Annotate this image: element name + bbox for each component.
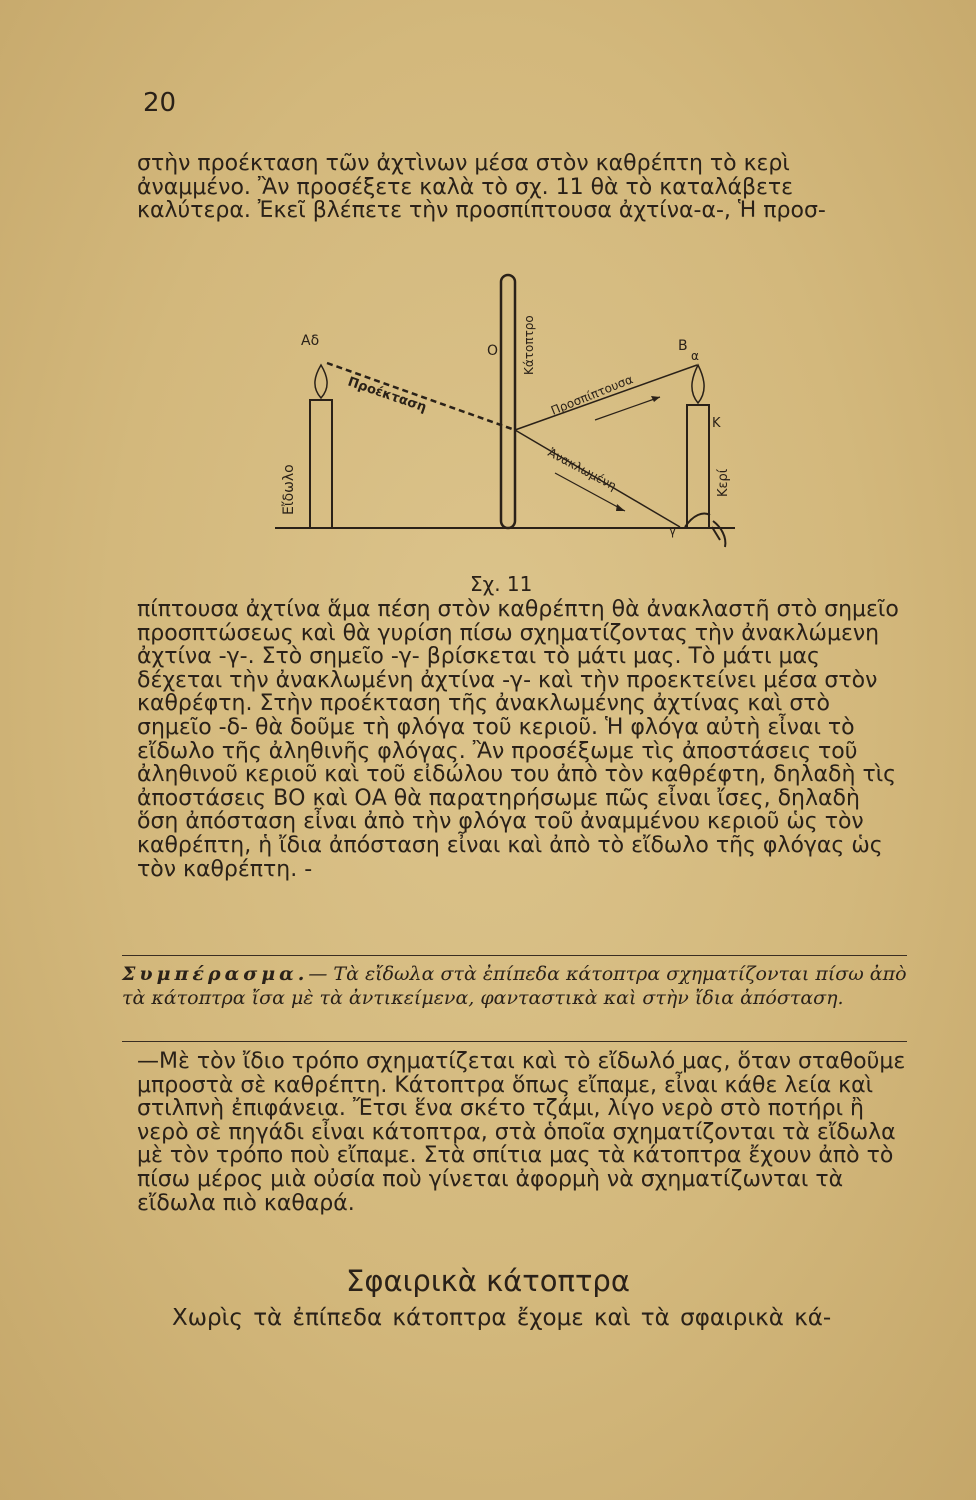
- figure-caption: Σχ. 11: [470, 572, 533, 596]
- real-flame: [692, 365, 704, 403]
- eye-icon: [685, 514, 725, 548]
- reflected-label: Ἀνακλωμένη: [545, 445, 619, 494]
- image-label: Εἴδωλο: [281, 464, 297, 515]
- mirror-shape: [501, 275, 515, 528]
- candle-label: Κερί: [716, 468, 731, 497]
- conclusion-text: — Τὰ εἴδωλα στὰ ἐπίπεδα κάτοπτρα σχηματίζονται πίσω ἀπὸ τὰ κάτοπτρα ἴσα μὲ τὰ ἀντικείμενα, φανταστικὰ καὶ στὴν ἴδια ἀπόσταση.: [122, 963, 907, 1009]
- figure-11-diagram: [265, 265, 775, 570]
- label-a-delta: Αδ: [301, 333, 320, 349]
- section-heading: Σφαιρικὰ κάτοπτρα: [346, 1264, 630, 1298]
- divider-bottom: [122, 1041, 907, 1042]
- incident-arrow: [595, 397, 660, 420]
- mirror-label: Κάτοπτρο: [522, 315, 536, 375]
- extension-label: Προέκταση: [345, 374, 429, 416]
- page-number: 20: [143, 88, 177, 118]
- extension-ray: [327, 363, 515, 430]
- paragraph-intro: στὴν προέκταση τῶν ἀχτὶνων μέσα στὸν καθρέπτη τὸ κερὶ ἀναμμένο. Ἂν προσέξετε καλὰ τὸ σχ. 11 θὰ τὸ καταλάβετε καλύτερα. Ἐκεῖ βλέπετε τὴν προσπίπτουσα ἀχτίνα-α-, Ἡ προσ-: [137, 151, 826, 224]
- conclusion-lead: Συμπέρασμα.: [122, 963, 309, 985]
- incident-ray: [515, 365, 697, 430]
- label-o-mirror: Ο: [487, 343, 499, 359]
- image-flame: [315, 365, 327, 398]
- label-b: Β: [678, 338, 688, 354]
- incident-label: Προσπίπτουσα: [548, 372, 635, 418]
- paragraph-after: —Μὲ τὸν ἴδιο τρόπο σχηματίζεται καὶ τὸ εἴδωλό μας, ὅταν σταθοῦμε μπροστὰ σὲ καθρέπτη. Κάτοπτρα ὅπως εἴπαμε, εἶναι κάθε λεία καὶ στιλπνὴ ἐπιφάνεια. Ἔτσι ἕνα σκέτο τζάμι, λίγο νερὸ στὸ ποτήρι ἢ νερὸ σὲ πηγάδι εἶναι κάτοπτρα, στὰ ὁποῖα σχηματίζονται τὰ εἴδωλα μὲ τὸν τρόπο ποὺ εἴπαμε. Στὰ σπίτια μας τὰ κάτοπτρα ἔχουν ἀπὸ τὸ πίσω μέρος μιὰ οὐσία ποὺ γίνεται ἀφορμὴ νὰ σχηματίζωνται τὰ εἴδωλα πιὸ καθαρά.: [137, 1049, 906, 1216]
- real-candle: [687, 405, 709, 528]
- image-candle: [310, 400, 332, 528]
- conclusion-box: [122, 962, 912, 1010]
- label-a-small: α: [691, 349, 699, 363]
- paragraph-last-line: Χωρὶς τὰ ἐπίπεδα κάτοπτρα ἔχομε καὶ τὰ σφαιρικὰ κά-: [172, 1305, 832, 1331]
- label-k: Κ: [712, 416, 721, 431]
- paragraph-main: πίπτουσα ἀχτίνα ἅμα πέση στὸν καθρέπτη θὰ ἀνακλαστῆ στὸ σημεῖο προσπτώσεως καὶ θὰ γυρίση πίσω σχηματίζοντας τὴν ἀνακλώμενη ἀχτίνα -γ-. Στὸ σημεῖο -γ- βρίσκεται τὸ μάτι μας. Τὸ μάτι μας δέχεται τὴν ἀνακλωμένη ἀχτίνα -γ- καὶ τὴν προεκτείνει μέσα στὸν καθρέφτη. Στὴν προέκταση τῆς ἀνακλωμένης ἀχτίνας καὶ στὸ σημεῖο -δ- θὰ δοῦμε τὴ φλόγα τοῦ κεριοῦ. Ἡ φλόγα αὐτὴ εἶναι τὸ εἴδωλο τῆς ἀληθινῆς φλόγας. Ἂν προσέξωμε τὶς ἀποστάσεις τοῦ ἀληθινοῦ κεριοῦ καὶ τοῦ εἰδώλου του ἀπὸ τὸν καθρέφτη, δηλαδὴ τὶς ἀποστάσεις ΒΟ καὶ ΟΑ θὰ παρατηρήσωμε πῶς εἶναι ἴσες, δηλαδὴ ὅση ἀπόσταση εἶναι ἀπὸ τὴν φλόγα τοῦ ἀναμμένου κεριοῦ ὡς τὸν καθρέπτη, ἡ ἴδια ἀπόσταση εἶναι καὶ ἀπὸ τὸ εἴδωλο τῆς φλόγας ὡς τὸν καθρέπτη. -: [137, 597, 899, 882]
- label-g: γ: [669, 524, 677, 538]
- divider-top: [122, 955, 907, 956]
